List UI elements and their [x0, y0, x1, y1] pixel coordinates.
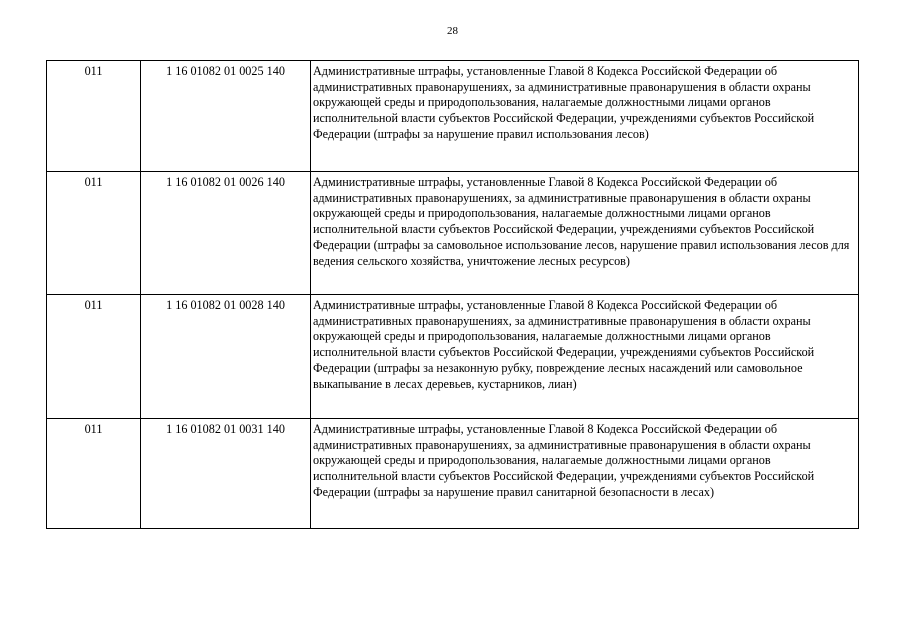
kbk-code-cell: 1 16 01082 01 0028 140	[141, 295, 311, 419]
kbk-code-cell: 1 16 01082 01 0025 140	[141, 61, 311, 172]
admin-code-cell: 011	[47, 172, 141, 295]
revenue-name-cell: Административные штрафы, установленные Главой 8 Кодекса Российской Федерации об административных правонарушениях, за административные правонарушения в области охраны окружающей среды и природопользования, налагаемые должностными лицами органов исполнительной власти субъектов Российской Федерации, учреждениями субъектов Российской Федерации (штрафы за самовольное использование лесов, нарушение правил использования лесов для ведения сельского хозяйства, уничтожение лесных ресурсов)	[311, 172, 859, 295]
admin-code-cell: 011	[47, 295, 141, 419]
budget-codes-table	[46, 60, 859, 529]
kbk-code-cell: 1 16 01082 01 0026 140	[141, 172, 311, 295]
revenue-name-cell: Административные штрафы, установленные Главой 8 Кодекса Российской Федерации об административных правонарушениях, за административные правонарушения в области охраны окружающей среды и природопользования, налагаемые должностными лицами органов исполнительной власти субъектов Российской Федерации, учреждениями субъектов Российской Федерации (штрафы за нарушение правил санитарной безопасности в лесах)	[311, 419, 859, 529]
revenue-name-cell: Административные штрафы, установленные Главой 8 Кодекса Российской Федерации об административных правонарушениях, за административные правонарушения в области охраны окружающей среды и природопользования, налагаемые должностными лицами органов исполнительной власти субъектов Российской Федерации, учреждениями субъектов Российской Федерации (штрафы за нарушение правил использования лесов)	[311, 61, 859, 172]
revenue-name-cell: Административные штрафы, установленные Главой 8 Кодекса Российской Федерации об административных правонарушениях, за административные правонарушения в области охраны окружающей среды и природопользования, налагаемые должностными лицами органов исполнительной власти субъектов Российской Федерации, учреждениями субъектов Российской Федерации (штрафы за незаконную рубку, повреждение лесных насаждений или самовольное выкапывание в лесах деревьев, кустарников, лиан)	[311, 295, 859, 419]
table-row	[47, 61, 859, 172]
table-row	[47, 419, 859, 529]
table-row	[47, 172, 859, 295]
admin-code-cell: 011	[47, 61, 141, 172]
page-number: 28	[447, 25, 458, 37]
table-row	[47, 295, 859, 419]
admin-code-cell: 011	[47, 419, 141, 529]
kbk-code-cell: 1 16 01082 01 0031 140	[141, 419, 311, 529]
